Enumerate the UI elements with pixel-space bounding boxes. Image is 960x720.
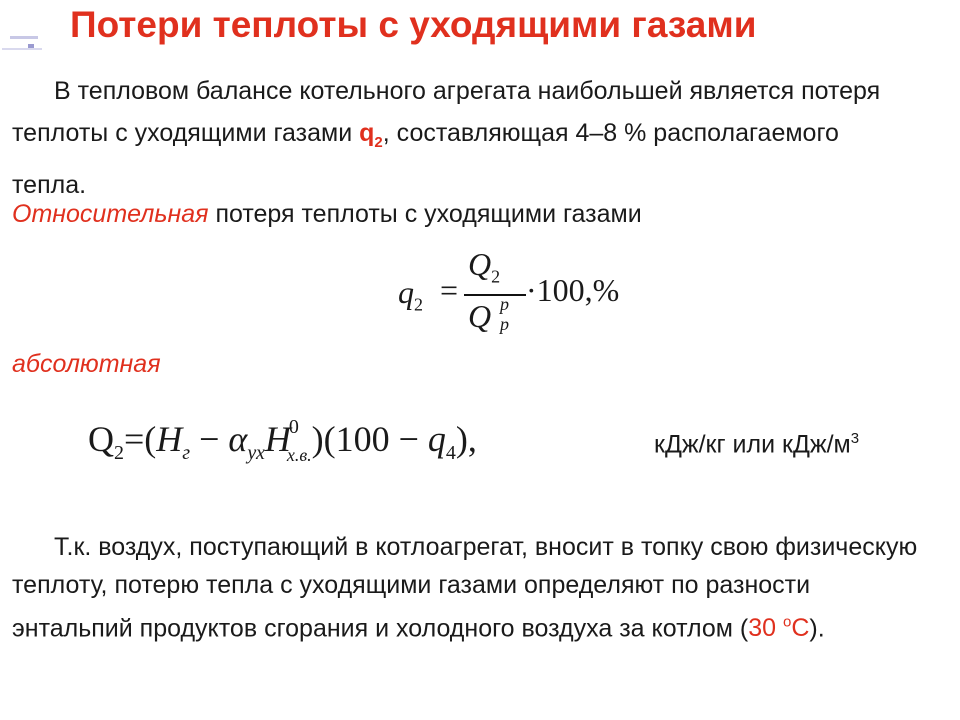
- fraction-bar: [464, 294, 526, 296]
- explanation-text: Т.к. воздух, поступающий в котлоагрегат, вносит в топку свою физическую теплоту, потерю тепла с уходящими газами определяют по разности энтальпий продуктов сгорания и холодного воздуха за котлом (: [12, 533, 918, 643]
- explanation-paragraph: Т.к. воздух, поступающий в котлоагрегат, вносит в топку свою физическую теплоту, потерю тепла с уходящими газами определяют по разности энтальпий продуктов сгорания и холодного воздуха за котлом (30 $^о$С).: [12, 533, 918, 643]
- formula1-denominator: Q p p: [468, 294, 509, 334]
- formula1-lhs: $q_2$: [398, 274, 423, 315]
- intro-paragraph: [12, 70, 912, 206]
- decor-line: [2, 48, 42, 50]
- relative-loss-line: [12, 200, 642, 229]
- relative-rest: потеря теплоты с уходящими газами: [208, 200, 642, 228]
- intro-text: В тепловом балансе котельного агрегата наибольшей является потеря теплоты с уходящими газами: [12, 77, 881, 147]
- temperature-value: 30 $^о$С: [748, 614, 810, 643]
- absolute-word: абсолютная: [12, 350, 161, 378]
- relative-word: Относительная: [12, 200, 209, 228]
- formula1-numerator: $Q_2$: [468, 246, 501, 287]
- decor-line: [10, 36, 38, 39]
- q2-symbol: $q_2$: [359, 119, 383, 151]
- formula1-eq: =: [440, 272, 459, 308]
- relative-loss-formula: [398, 244, 658, 344]
- formula1-rest: ·100,%: [526, 272, 620, 308]
- slide-title: Потери теплоты с уходящими газами: [70, 4, 757, 45]
- absolute-loss-formula: $Q_2=(H_г - \alpha_{ух}H^0_{х.в.})(100 - q_4)$,: [88, 416, 477, 465]
- units-label: кДж/кг или кДж/$м^3$: [654, 430, 860, 459]
- intro-tail: , составляющая 4–8 % располагаемого тепла.: [12, 119, 839, 199]
